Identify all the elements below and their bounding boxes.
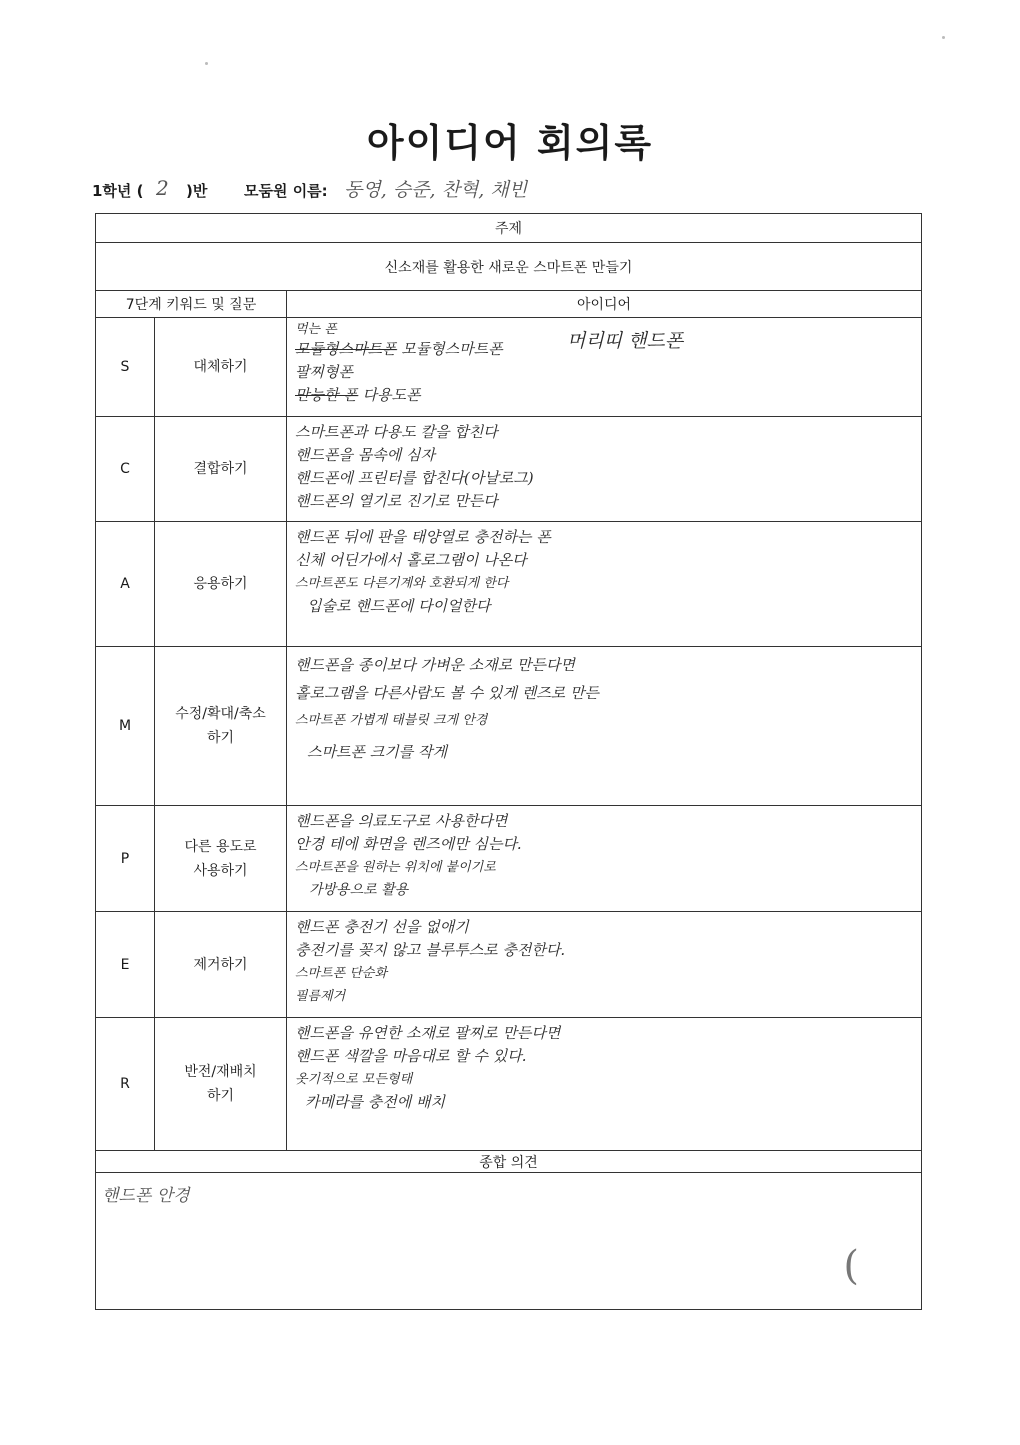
- side-note: 머리띠 핸드폰: [567, 330, 684, 352]
- idea-line: 스마트폰 단순화: [295, 966, 388, 981]
- members-label: 모둠원 이름:: [244, 182, 328, 200]
- step-keyword: 대체하기: [155, 318, 287, 417]
- class-suffix: )반: [186, 182, 208, 200]
- idea-line: 카메라를 충전에 배치: [305, 1093, 445, 1111]
- idea-line: 옷기적으로 모든형태: [295, 1072, 413, 1087]
- idea-column-header: 아이디어: [287, 291, 922, 318]
- idea-line: 모듈형스마트폰 모듈형스마트폰: [295, 340, 503, 358]
- step-letter: A: [96, 522, 155, 647]
- idea-line: 신체 어딘가에서 홀로그램이 나온다: [295, 551, 527, 569]
- scan-speck: [942, 36, 945, 39]
- idea-cell: [287, 417, 922, 522]
- step-letter: P: [96, 806, 155, 912]
- idea-line: 입술로 핸드폰에 다이얼한다: [307, 597, 491, 615]
- step-row-s: [96, 318, 922, 417]
- idea-cell: [287, 318, 922, 417]
- step-row-m: [96, 647, 922, 806]
- step-keyword: 결합하기: [155, 417, 287, 522]
- idea-cell: [287, 522, 922, 647]
- idea-line: 핸드폰 뒤에 판을 태양열로 충전하는 폰: [295, 528, 551, 546]
- idea-line: 스마트폰과 다용도 칼을 합친다: [295, 423, 498, 441]
- idea-cell: [287, 912, 922, 1018]
- grade-label: 1학년 (: [92, 182, 144, 200]
- topic-header: 주제: [96, 214, 922, 243]
- step-row-r: [96, 1018, 922, 1151]
- step-keyword: 응용하기: [155, 522, 287, 647]
- idea-line: 핸드폰 색깔을 마음대로 할 수 있다.: [295, 1047, 527, 1065]
- idea-line: 핸드폰을 유연한 소재로 팔찌로 만든다면: [295, 1024, 561, 1042]
- pen-mark-icon: (: [843, 1243, 860, 1289]
- idea-line: 충전기를 꽂지 않고 블루투스로 충전한다.: [295, 941, 566, 959]
- scan-speck: [205, 62, 208, 65]
- page-title: 아이디어 회의록: [366, 121, 654, 165]
- idea-line: 홀로그램을 다른사람도 볼 수 있게 렌즈로 만든: [295, 684, 599, 702]
- step-letter: S: [96, 318, 155, 417]
- topic-value: 신소재를 활용한 새로운 스마트폰 만들기: [96, 243, 922, 291]
- idea-cell: [287, 806, 922, 912]
- idea-line: 핸드폰 충전기 선을 없애기: [295, 918, 469, 936]
- summary-text: 핸드폰 안경: [102, 1186, 190, 1206]
- idea-cell: [287, 647, 922, 806]
- idea-line: 먹는 폰: [295, 322, 337, 337]
- idea-meeting-table: [95, 213, 922, 1310]
- summary-header: 종합 의견: [96, 1151, 922, 1173]
- summary-cell: [96, 1173, 922, 1310]
- idea-line: 가방용으로 활용: [309, 882, 409, 898]
- idea-line: 핸드폰을 의료도구로 사용한다면: [295, 812, 508, 830]
- idea-line: 스마트폰도 다른기계와 호환되게 한다: [295, 576, 509, 591]
- class-number: 2: [156, 176, 169, 200]
- idea-line: 스마트폰 가볍게 태블릿 크게 안경: [295, 713, 488, 728]
- keyword-column-header: 7단계 키워드 및 질문: [96, 291, 287, 318]
- idea-line: 스마트폰 크기를 작게: [307, 743, 447, 761]
- step-keyword: 수정/확대/축소 하기: [155, 647, 287, 806]
- step-row-e: [96, 912, 922, 1018]
- idea-line: 스마트폰을 원하는 위치에 붙이기로: [295, 860, 496, 875]
- step-letter: C: [96, 417, 155, 522]
- members-names: 동영, 승준, 찬혁, 채빈: [344, 179, 528, 201]
- idea-line: 만능한 폰 다용도폰: [295, 386, 421, 404]
- idea-line: 핸드폰에 프린터를 합친다(아날로그): [295, 469, 534, 487]
- idea-line: 핸드폰을 몸속에 심자: [295, 446, 435, 464]
- step-letter: M: [96, 647, 155, 806]
- idea-line: 안경 테에 화면을 렌즈에만 심는다.: [295, 835, 522, 853]
- idea-line: 팔찌형폰: [295, 363, 353, 381]
- idea-cell: [287, 1018, 922, 1151]
- step-keyword: 반전/재배치 하기: [155, 1018, 287, 1151]
- step-keyword: 제거하기: [155, 912, 287, 1018]
- step-row-c: [96, 417, 922, 522]
- step-row-a: [96, 522, 922, 647]
- idea-line: 핸드폰을 종이보다 가벼운 소재로 만든다면: [295, 656, 575, 674]
- step-row-p: [96, 806, 922, 912]
- step-keyword: 다른 용도로 사용하기: [155, 806, 287, 912]
- idea-line: 필름제거: [295, 989, 346, 1004]
- step-letter: R: [96, 1018, 155, 1151]
- step-letter: E: [96, 912, 155, 1018]
- idea-line: 핸드폰의 열기로 진기로 만든다: [295, 492, 498, 510]
